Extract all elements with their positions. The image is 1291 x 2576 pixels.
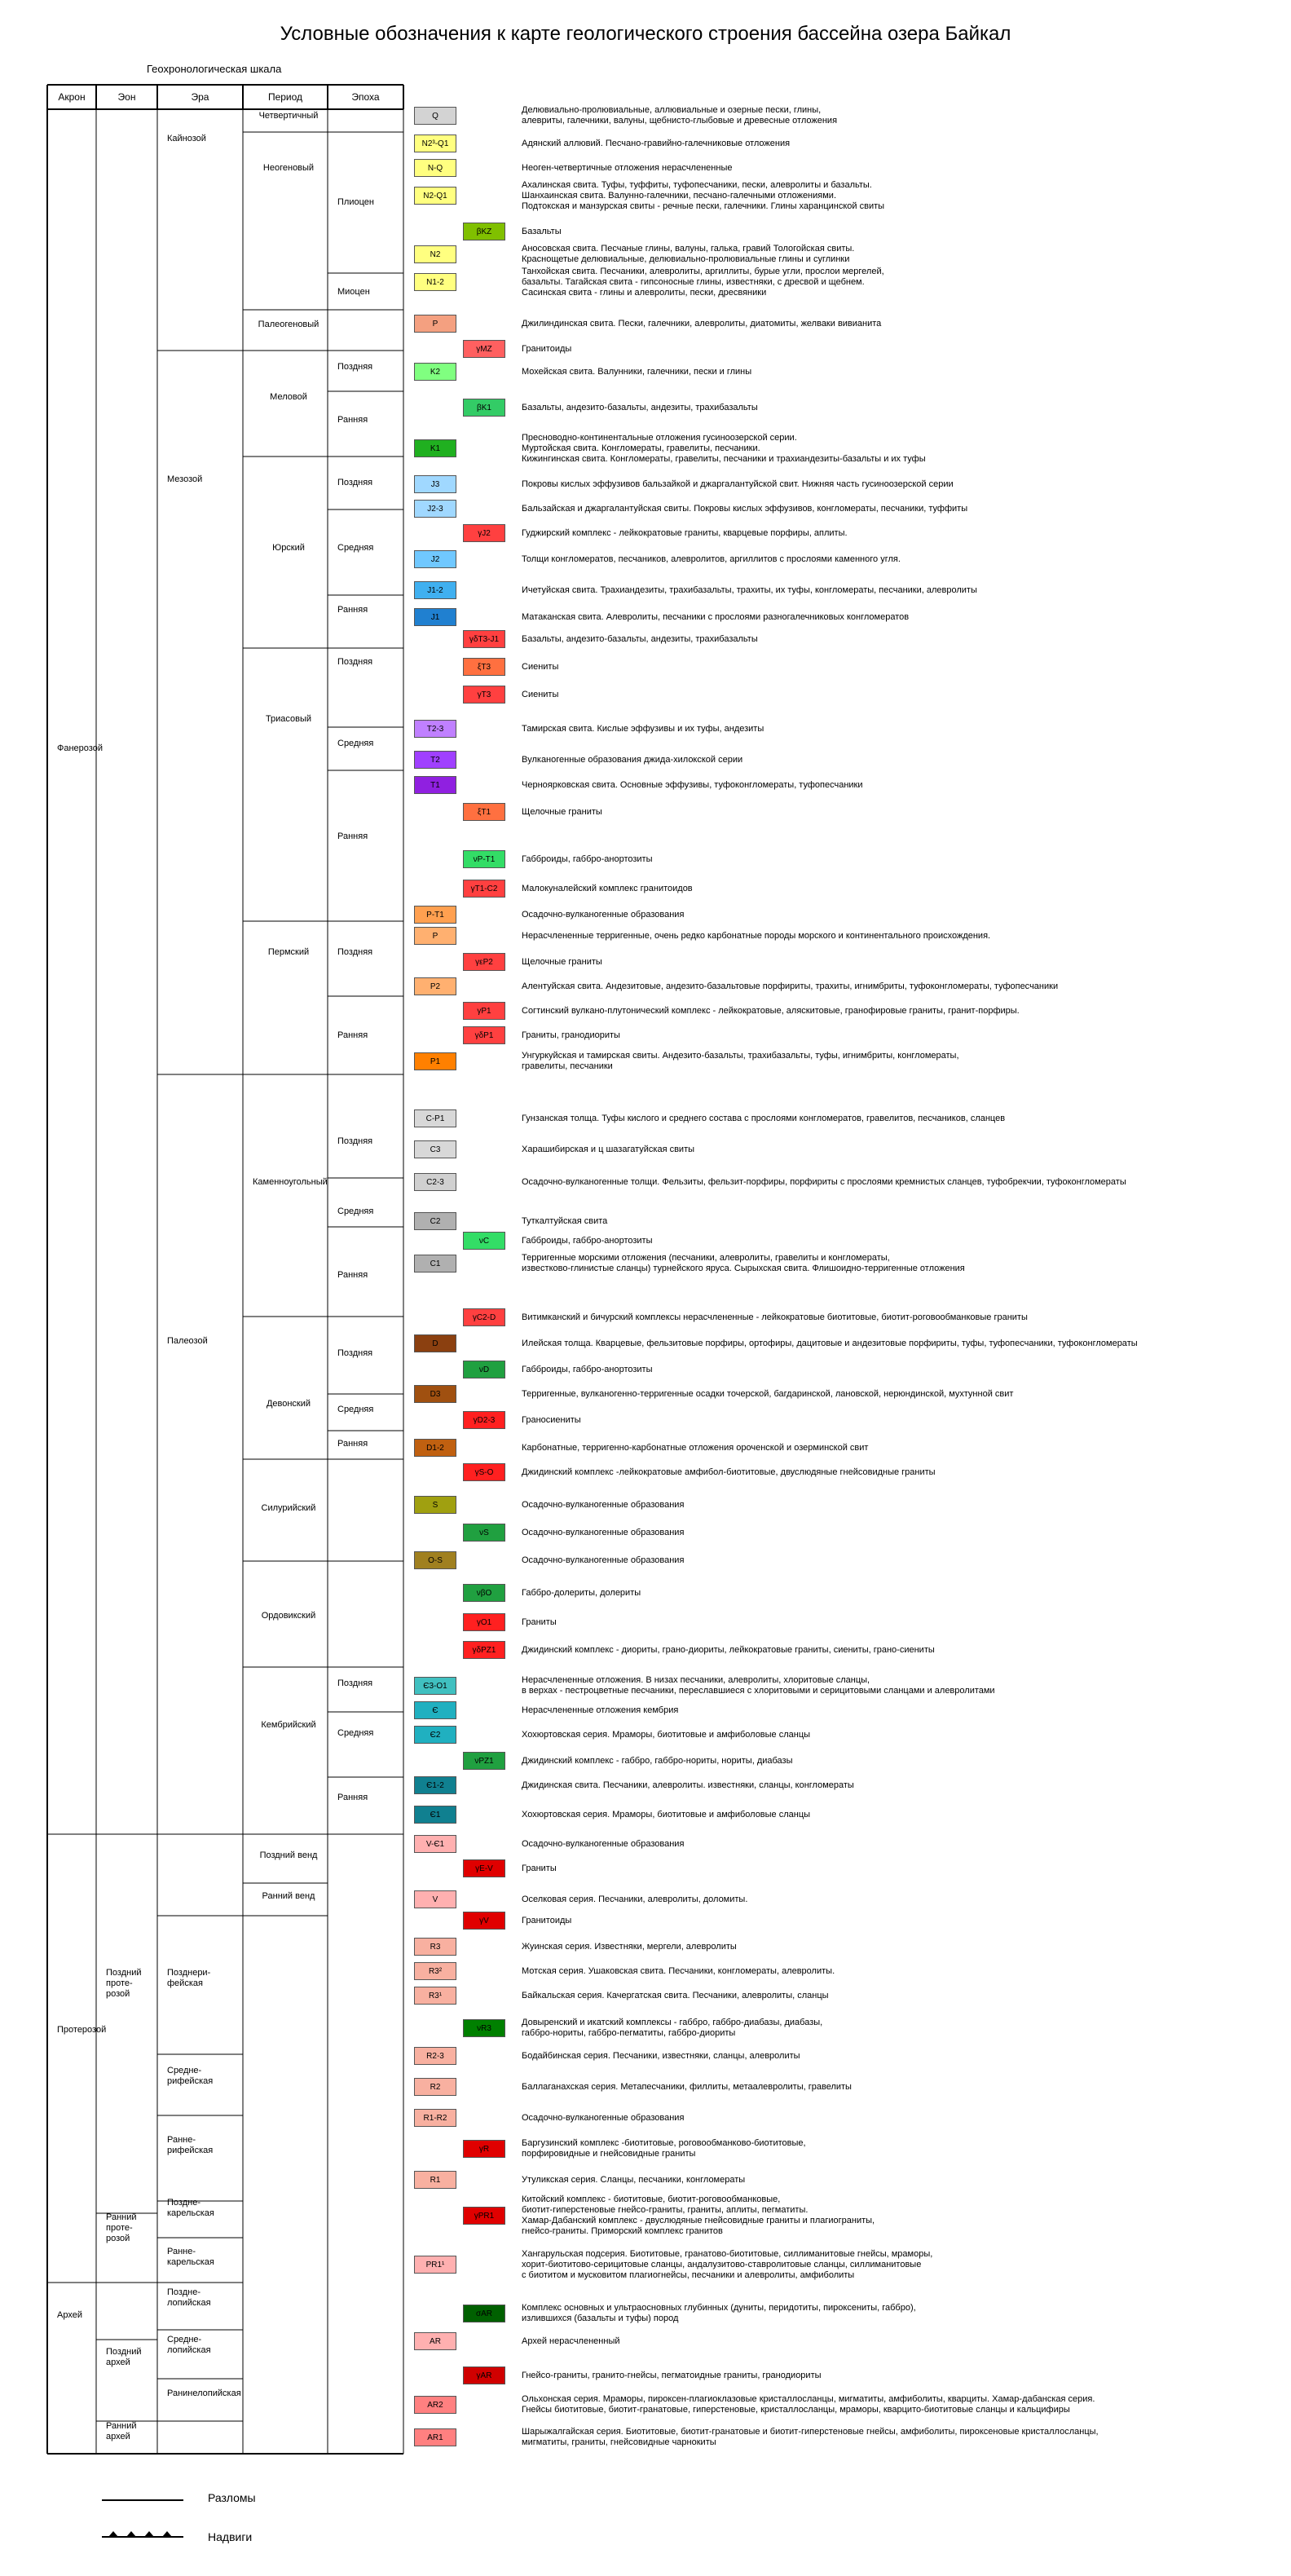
unit-swatch: R3¹ bbox=[414, 1987, 456, 2005]
era-cell: Ранне- рифейская bbox=[167, 2135, 214, 2155]
era-cell: Средне- лопийская bbox=[167, 2335, 211, 2355]
unit-swatch: γV bbox=[463, 1912, 505, 1930]
header-2: Эра bbox=[191, 91, 209, 103]
period-cell: Силурийский bbox=[261, 1503, 316, 1513]
unit-swatch: R3 bbox=[414, 1938, 456, 1956]
unit-swatch: ξT3 bbox=[463, 658, 505, 676]
epoch-cell: Поздняя bbox=[337, 1678, 373, 1688]
unit-swatch: P1 bbox=[414, 1052, 456, 1070]
unit-swatch: νR3 bbox=[463, 2019, 505, 2037]
unit-description: Шарыжалгайская серия. Биотитовые, биотит-гранатовые и биотит-гиперстеновые гнейсы, амфиболиты, пироксеновые кристаллосланцы, мигматиты, граниты, гнейсовидные чарнокиты bbox=[522, 2427, 1099, 2447]
epoch-cell: Поздняя bbox=[337, 362, 373, 372]
unit-swatch: C-P1 bbox=[414, 1109, 456, 1127]
unit-description: Хохюртовская серия. Мраморы, биотитовые и амфиболовые сланцы bbox=[522, 1809, 811, 1820]
unit-swatch: D1-2 bbox=[414, 1439, 456, 1457]
epoch-cell: Плиоцен bbox=[337, 197, 374, 207]
period-cell: Палеогеновый bbox=[258, 320, 319, 329]
unit-description: Витимканский и бичурский комплексы нерасчлененные - лейкократовые биотитовые, биотит-роговообманковые граниты bbox=[522, 1312, 1028, 1322]
unit-description: Джилиндинская свита. Пески, галечники, алевролиты, диатомиты, желваки вивианита bbox=[522, 318, 882, 329]
unit-description: Сиениты bbox=[522, 661, 559, 672]
epoch-cell: Ранняя bbox=[337, 831, 368, 841]
header-3: Период bbox=[267, 91, 303, 103]
unit-swatch: γT1-C2 bbox=[463, 880, 505, 898]
unit-description: Терригенные, вулканогенно-терригенные осадки точерской, багдаринской, лановской, нерюндинской, мухтунной свит bbox=[522, 1388, 1014, 1399]
unit-swatch: γR bbox=[463, 2140, 505, 2158]
header-1: Эон bbox=[117, 91, 136, 103]
unit-swatch: R2 bbox=[414, 2078, 456, 2096]
unit-swatch: γT3 bbox=[463, 686, 505, 704]
unit-swatch: N-Q bbox=[414, 159, 456, 177]
unit-swatch: βK1 bbox=[463, 399, 505, 417]
unit-description: Хохюртовская серия. Мраморы, биотитовые и амфиболовые сланцы bbox=[522, 1729, 811, 1740]
epoch-cell: Ранняя bbox=[337, 415, 368, 425]
fault-line-icon bbox=[102, 2490, 192, 2523]
unit-description: Байкальская серия. Качергатская свита. Песчаники, алевролиты, сланцы bbox=[522, 1990, 829, 2000]
unit-description: Гнейсо-граниты, гранито-гнейсы, пегматоидные граниты, гранодиориты bbox=[522, 2370, 822, 2380]
unit-swatch: γE-V bbox=[463, 1859, 505, 1877]
unit-description: Унгуркуйская и тамирская свиты. Андезито-базальты, трахибазальты, туфы, игнимбриты, конгломераты, гравелиты, песчаники bbox=[522, 1051, 959, 1071]
unit-swatch: νS bbox=[463, 1524, 505, 1542]
epoch-cell: Поздняя bbox=[337, 657, 373, 667]
epoch-cell: Поздняя bbox=[337, 1348, 373, 1358]
unit-description: Граносиениты bbox=[522, 1414, 581, 1425]
unit-description: Неоген-четвертичные отложения нерасчлененные bbox=[522, 162, 733, 173]
unit-description: Базальты, андезито-базальты, андезиты, трахибазальты bbox=[522, 402, 758, 412]
header-0: Акрон bbox=[58, 91, 86, 103]
unit-swatch: Є1 bbox=[414, 1806, 456, 1824]
unit-description: Осадочно-вулканогенные образования bbox=[522, 1555, 685, 1565]
unit-swatch: P-T1 bbox=[414, 906, 456, 924]
unit-description: Ичетуйская свита. Трахиандезиты, трахибазальты, трахиты, их туфы, конгломераты, песчаники, алевролиты bbox=[522, 584, 977, 595]
unit-swatch: γPR1 bbox=[463, 2207, 505, 2225]
unit-swatch: T2 bbox=[414, 751, 456, 769]
period-cell: Кембрийский bbox=[261, 1720, 316, 1730]
unit-swatch: J1 bbox=[414, 608, 456, 626]
unit-description: Габброиды, габбро-анортозиты bbox=[522, 854, 653, 864]
unit-description: Бальзайская и джаргалантуйская свиты. Покровы кислых эффузивов, конгломераты, песчаники, туффиты bbox=[522, 503, 968, 514]
period-cell: Меловой bbox=[270, 392, 307, 402]
unit-swatch: D3 bbox=[414, 1385, 456, 1403]
unit-swatch: σAR bbox=[463, 2305, 505, 2322]
unit-swatch: T1 bbox=[414, 776, 456, 794]
unit-swatch: γδPZ1 bbox=[463, 1641, 505, 1659]
unit-swatch: C2-3 bbox=[414, 1173, 456, 1191]
unit-description: Гранитоиды bbox=[522, 343, 572, 354]
period-cell: Девонский bbox=[266, 1399, 311, 1409]
unit-description: Габброиды, габбро-анортозиты bbox=[522, 1364, 653, 1374]
unit-swatch: P bbox=[414, 315, 456, 333]
unit-description: Сиениты bbox=[522, 689, 559, 699]
unit-swatch: γS-O bbox=[463, 1463, 505, 1481]
unit-swatch: R3² bbox=[414, 1962, 456, 1980]
epoch-cell: Ранняя bbox=[337, 1270, 368, 1280]
epoch-cell: Ранняя bbox=[337, 1030, 368, 1040]
unit-description: Китойский комплекс - биотитовые, биотит-роговообманковые, биотит-гиперстеновые гнейсо-граниты, граниты, аплиты, пегматиты. Хамар-Дабанский комплекс - двуслюдяные гнейсовидные граниты и плагиограниты, гнейсо-граниты. Приморский комплекс гранитов bbox=[522, 2194, 875, 2236]
unit-description: Габбро-долериты, долериты bbox=[522, 1587, 641, 1598]
era-cell: Ранне- карельская bbox=[167, 2247, 214, 2267]
unit-description: Гранитоиды bbox=[522, 1915, 572, 1925]
eon-cell: Поздний архей bbox=[106, 2347, 142, 2367]
unit-swatch: νPZ1 bbox=[463, 1752, 505, 1770]
period-cell: Триасовый bbox=[265, 714, 312, 724]
unit-swatch: C1 bbox=[414, 1255, 456, 1273]
era-cell: Мезозой bbox=[167, 474, 203, 484]
unit-swatch: R1 bbox=[414, 2171, 456, 2189]
unit-description: Осадочно-вулканогенные образования bbox=[522, 1838, 685, 1849]
unit-description: Ольхонская серия. Мраморы, пироксен-плагиоклазовые кристаллосланцы, мигматиты, амфиболиты, кварциты. Хамар-дабанская серия. Гнейсы биотитовые, биотит-гранатовые, гиперстеновые, кристаллосланцы, мраморы, кварцито-биотитовые сланцы и кальцифиры bbox=[522, 2394, 1095, 2415]
unit-swatch: J2-3 bbox=[414, 500, 456, 518]
unit-swatch: νD bbox=[463, 1361, 505, 1378]
epoch-cell: Средняя bbox=[337, 739, 374, 748]
unit-swatch: S bbox=[414, 1496, 456, 1514]
unit-swatch: V-Є1 bbox=[414, 1835, 456, 1853]
unit-swatch: T2-3 bbox=[414, 720, 456, 738]
unit-swatch: γεP2 bbox=[463, 953, 505, 971]
era-cell: Палеозой bbox=[167, 1336, 208, 1346]
unit-swatch: Q bbox=[414, 107, 456, 125]
unit-description: Граниты bbox=[522, 1863, 557, 1873]
unit-description: Нерасчлененные отложения. В низах песчаники, алевролиты, хлоритовые сланцы, в верхах - пестроцветные песчаники, переславшиеся с хлоритовыми и серицитовыми сланцами и алевролитами bbox=[522, 1675, 995, 1696]
unit-description: Джидинский комплекс - габбро, габбро-нориты, нориты, диабазы bbox=[522, 1755, 793, 1766]
period-cell: Ранний венд bbox=[262, 1891, 315, 1901]
unit-swatch: ξT1 bbox=[463, 803, 505, 821]
unit-swatch: γP1 bbox=[463, 1002, 505, 1020]
unit-description: Илейская толща. Кварцевые, фельзитовые порфиры, ортофиры, дацитовые и андезитовые порфириты, туфы, туфопесчаники, туфоконгломераты bbox=[522, 1338, 1138, 1348]
unit-description: Танхойская свита. Песчаники, алевролиты, аргиллиты, бурые угли, прослои мергелей, базальты. Тагайская свита - гипсоносные глины, известняки, с дресвой и щебнем. Сасинская свита - глины и алевролиты, пески, дресвяники bbox=[522, 266, 884, 298]
unit-description: Тамирская свита. Кислые эффузивы и их туфы, андезиты bbox=[522, 723, 764, 734]
epoch-cell: Средняя bbox=[337, 1206, 374, 1216]
unit-swatch: AR2 bbox=[414, 2396, 456, 2414]
unit-swatch: γδP1 bbox=[463, 1026, 505, 1044]
epoch-cell: Средняя bbox=[337, 1728, 374, 1738]
period-cell: Неогеновый bbox=[262, 163, 315, 173]
unit-swatch: P2 bbox=[414, 977, 456, 995]
header-4: Эпоха bbox=[351, 91, 380, 103]
epoch-cell: Средняя bbox=[337, 1405, 374, 1414]
unit-description: Толщи конгломератов, песчаников, алевролитов, аргиллитов с прослоями каменного угля. bbox=[522, 554, 901, 564]
unit-description: Базальты, андезито-базальты, андезиты, трахибазальты bbox=[522, 633, 758, 644]
epoch-cell: Ранняя bbox=[337, 605, 368, 615]
unit-swatch: R1-R2 bbox=[414, 2109, 456, 2127]
unit-description: Джидинская свита. Песчаники, алевролиты. известняки, сланцы, конгломераты bbox=[522, 1780, 854, 1790]
unit-description: Граниты, гранодиориты bbox=[522, 1030, 620, 1040]
era-cell: Ранинелопийская bbox=[167, 2389, 241, 2398]
unit-description: Алентуйская свита. Андезитовые, андезито-базальтовые порфириты, трахиты, игнимбриты, туфоконгломераты, туфопесчаники bbox=[522, 981, 1059, 991]
unit-description: Утуликская серия. Сланцы, песчаники, конгломераты bbox=[522, 2174, 746, 2185]
unit-swatch: O-S bbox=[414, 1551, 456, 1569]
epoch-cell: Ранняя bbox=[337, 1439, 368, 1449]
unit-description: Осадочно-вулканогенные толщи. Фельзиты, фельзит-порфиры, порфириты с прослоями кремнистых сланцев, туфобрекчии, туфоконгломераты bbox=[522, 1176, 1126, 1187]
unit-description: Матаканская свита. Алевролиты, песчаники с прослоями разногалечниковых конгломератов bbox=[522, 611, 910, 622]
unit-description: Малокуналейский комплекс гранитоидов bbox=[522, 883, 693, 893]
unit-description: Пресноводно-континентальные отложения гусиноозерской серии. Муртойская свита. Конгломераты, гравелиты, песчаники. Кижингинская свита. Конгломераты, гравелиты, песчаники и трахиандезиты-базальты и их туфы bbox=[522, 432, 926, 464]
unit-description: Бодайбинская серия. Песчаники, известняки, сланцы, алевролиты bbox=[522, 2050, 800, 2061]
eon-cell: Ранний архей bbox=[106, 2421, 137, 2441]
unit-description: Баллаганахская серия. Метапесчаники, филлиты, метаалевролиты, гравелиты bbox=[522, 2081, 852, 2092]
akron-cell: Архей bbox=[57, 2310, 82, 2320]
period-cell: Юрский bbox=[272, 543, 305, 553]
unit-description: Габброиды, габбро-анортозиты bbox=[522, 1235, 653, 1246]
period-cell: Каменноугольный bbox=[253, 1177, 328, 1187]
unit-description: Терригенные морскими отложения (песчаники, алевролиты, гравелиты и конгломераты, известково-глинистые сланцы) турнейского яруса. Сырыхская свита. Флишоидно-терригенные отложения bbox=[522, 1253, 965, 1273]
unit-swatch: νC bbox=[463, 1232, 505, 1250]
unit-description: Комплекс основных и ультраосновных глубинных (дуниты, перидотиты, пироксениты, габбро), излившихся (базальты и туфы) пород bbox=[522, 2303, 916, 2323]
unit-swatch: N2³-Q1 bbox=[414, 135, 456, 152]
unit-swatch: J2 bbox=[414, 550, 456, 568]
unit-swatch: Є2 bbox=[414, 1726, 456, 1744]
epoch-cell: Миоцен bbox=[337, 287, 370, 297]
unit-swatch: J1-2 bbox=[414, 581, 456, 599]
unit-swatch: βKZ bbox=[463, 223, 505, 240]
legend-fault-label: Разломы bbox=[208, 2491, 256, 2504]
unit-description: Ахалинская свита. Туфы, туффиты, туфопесчаники, пески, алевролиты и базальты. Шанхаинская свита. Валунно-галечники, песчано-галечными отложениями. Подтокская и манзурская свиты - речные пески, галечники. Глины харанцинской свиты bbox=[522, 179, 885, 211]
legend-thrust-label: Надвиги bbox=[208, 2530, 253, 2543]
unit-swatch: γD2-3 bbox=[463, 1411, 505, 1429]
eon-cell: Поздний проте- розой bbox=[106, 1968, 142, 1999]
unit-swatch: N2 bbox=[414, 245, 456, 263]
epoch-cell: Поздняя bbox=[337, 478, 373, 487]
unit-description: Нерасчлененные отложения кембрия bbox=[522, 1705, 679, 1715]
unit-swatch: PR1¹ bbox=[414, 2256, 456, 2274]
unit-swatch: νβO bbox=[463, 1584, 505, 1602]
unit-description: Джидинский комплекс - диориты, грано-диориты, лейкократовые граниты, сиениты, грано-сиениты bbox=[522, 1644, 935, 1655]
unit-swatch: γJ2 bbox=[463, 524, 505, 542]
unit-description: Делювиально-пролювиальные, аллювиальные и озерные пески, глины, алевриты, галечники, валуны, щебнисто-глыбовые и древесные отложения bbox=[522, 105, 838, 126]
unit-swatch: D bbox=[414, 1334, 456, 1352]
akron-cell: Протерозой bbox=[57, 2025, 107, 2035]
unit-description: Архей нерасчлененный bbox=[522, 2336, 620, 2346]
unit-description: Осадочно-вулканогенные образования bbox=[522, 1499, 685, 1510]
unit-description: Туткалтуйская свита bbox=[522, 1215, 608, 1226]
unit-description: Мотская серия. Ушаковская свита. Песчаники, конгломераты, алевролиты. bbox=[522, 1965, 835, 1976]
unit-description: Довыренский и икатский комплексы - габбро, габбро-диабазы, диабазы, габбро-нориты, габбро-пегматиты, габбро-диориты bbox=[522, 2018, 823, 2038]
unit-swatch: N2-Q1 bbox=[414, 187, 456, 205]
unit-swatch: νP-T1 bbox=[463, 850, 505, 868]
era-cell: Кайнозой bbox=[167, 134, 206, 143]
unit-swatch: C2 bbox=[414, 1212, 456, 1230]
epoch-cell: Средняя bbox=[337, 543, 374, 553]
era-cell: Позднери- фейская bbox=[167, 1968, 211, 1988]
unit-description: Жуинская серия. Известняки, мергели, алевролиты bbox=[522, 1941, 737, 1952]
unit-swatch: γAR bbox=[463, 2366, 505, 2384]
unit-description: Вулканогенные образования джида-хилокской серии bbox=[522, 754, 743, 765]
unit-swatch: N1-2 bbox=[414, 273, 456, 291]
unit-description: Базальты bbox=[522, 226, 562, 236]
unit-description: Джидинский комплекс -лейкократовые амфибол-биотитовые, двуслюдяные гнейсовидные граниты bbox=[522, 1467, 936, 1477]
unit-description: Нерасчлененные терригенные, очень редко карбонатные породы морского и континентального происхождения. bbox=[522, 930, 991, 941]
epoch-cell: Ранняя bbox=[337, 1793, 368, 1802]
period-cell: Ордовикский bbox=[261, 1611, 316, 1621]
period-cell: Четвертичный bbox=[258, 111, 319, 121]
period-cell: Пермский bbox=[267, 947, 310, 957]
unit-description: Щелочные граниты bbox=[522, 956, 602, 967]
unit-swatch: γMZ bbox=[463, 340, 505, 358]
unit-swatch: C3 bbox=[414, 1140, 456, 1158]
unit-description: Карбонатные, терригенно-карбонатные отложения ороченской и озерминской свит bbox=[522, 1442, 869, 1453]
thrust-line-icon bbox=[102, 2525, 192, 2550]
eon-cell: Ранний проте- розой bbox=[106, 2212, 137, 2243]
scale-subtitle: Геохронологическая шкала bbox=[147, 63, 282, 75]
unit-description: Адянский аллювий. Песчано-гравийно-галечниковые отложения bbox=[522, 138, 791, 148]
unit-description: Щелочные граниты bbox=[522, 806, 602, 817]
unit-description: Гунзанская толща. Туфы кислого и среднего состава с прослоями конгломератов, гравелитов, песчаников, сланцев bbox=[522, 1113, 1006, 1123]
page-title: Условные обозначения к карте геологического строения бассейна озера Байкал bbox=[280, 23, 1011, 45]
period-cell: Поздний венд bbox=[259, 1850, 318, 1860]
unit-swatch: γC2-D bbox=[463, 1308, 505, 1326]
unit-swatch: K2 bbox=[414, 363, 456, 381]
unit-swatch: Є1-2 bbox=[414, 1776, 456, 1794]
unit-description: Согтинский вулкано-плутонический комплекс - лейкократовые, аляскитовые, гранофировые граниты, гранит-порфиры. bbox=[522, 1005, 1020, 1016]
unit-swatch: γδT3-J1 bbox=[463, 630, 505, 648]
unit-description: Осадочно-вулканогенные образования bbox=[522, 1527, 685, 1537]
unit-swatch: γO1 bbox=[463, 1613, 505, 1631]
unit-description: Граниты bbox=[522, 1617, 557, 1627]
unit-swatch: AR1 bbox=[414, 2428, 456, 2446]
unit-description: Покровы кислых эффузивов бальзайкой и джаргалантуйской свит. Нижняя часть гусиноозерской серии bbox=[522, 479, 954, 489]
unit-description: Черноярковская свита. Основные эффузивы, туфоконгломераты, туфопесчаники bbox=[522, 779, 863, 790]
unit-swatch: K1 bbox=[414, 439, 456, 457]
unit-swatch: P bbox=[414, 927, 456, 945]
unit-swatch: R2-3 bbox=[414, 2047, 456, 2065]
unit-description: Хангарульская подсерия. Биотитовые, гранатово-биотитовые, силлиманитовые гнейсы, мраморы, хорит-биотитово-серицитовые сланцы, андалузитово-ставролитовые сланцы, силлиманитовые с биотитом и мусковитом плагиогнейсы, песчаники и алевролиты, амфиболиты bbox=[522, 2248, 933, 2280]
epoch-cell: Поздняя bbox=[337, 947, 373, 957]
unit-swatch: Є3-O1 bbox=[414, 1677, 456, 1695]
unit-swatch: J3 bbox=[414, 475, 456, 493]
era-cell: Средне- рифейская bbox=[167, 2066, 214, 2086]
unit-description: Баргузинский комплекс -биотитовые, роговообманково-биотитовые, порфировидные и гнейсовидные граниты bbox=[522, 2138, 806, 2159]
unit-swatch: AR bbox=[414, 2332, 456, 2350]
unit-description: Оселковая серия. Песчаники, алевролиты, доломиты. bbox=[522, 1894, 748, 1904]
era-cell: Поздне- карельская bbox=[167, 2198, 214, 2218]
unit-swatch: V bbox=[414, 1890, 456, 1908]
akron-cell: Фанерозой bbox=[57, 743, 103, 753]
unit-swatch: Є bbox=[414, 1701, 456, 1719]
era-cell: Поздне- лопийская bbox=[167, 2287, 211, 2308]
unit-description: Осадочно-вулканогенные образования bbox=[522, 909, 685, 920]
unit-description: Осадочно-вулканогенные образования bbox=[522, 2112, 685, 2123]
unit-description: Мохейская свита. Валунники, галечники, пески и глины bbox=[522, 366, 752, 377]
epoch-cell: Поздняя bbox=[337, 1136, 373, 1146]
unit-description: Харашибирская и ц шазагатуйская свиты bbox=[522, 1144, 695, 1154]
unit-description: Гуджирский комплекс - лейкократовые граниты, кварцевые порфиры, аплиты. bbox=[522, 527, 848, 538]
unit-description: Аносовская свита. Песчаные глины, валуны, галька, гравий Тологойская свиты. Краснощетые делювиальные, делювиально-пролювиальные глины и суглинки bbox=[522, 244, 855, 264]
